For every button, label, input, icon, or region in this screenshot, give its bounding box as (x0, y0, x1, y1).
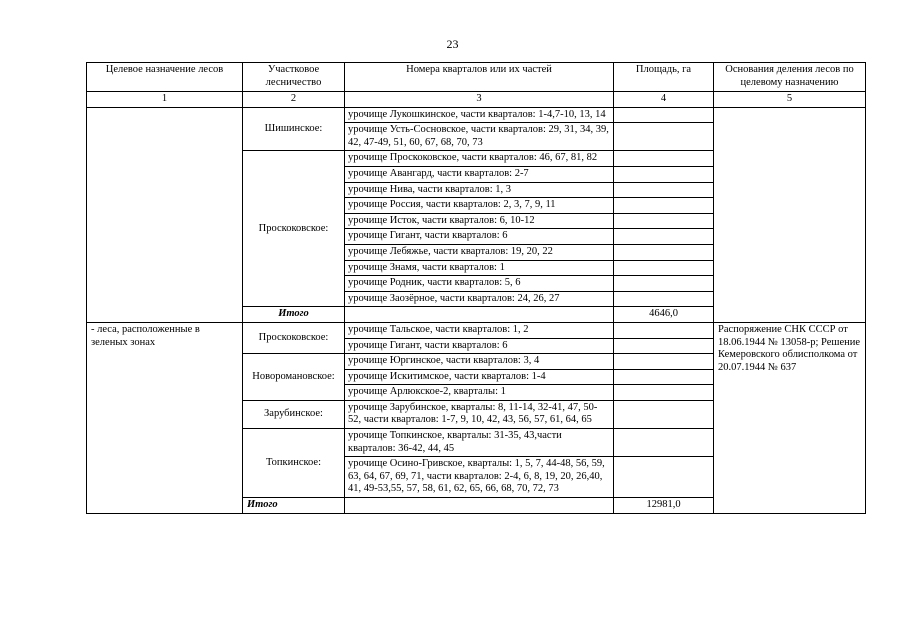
purpose-cell-empty (87, 107, 243, 322)
quarter-item: урочище Россия, части кварталов: 2, 3, 7, 9, 11 (345, 198, 614, 214)
column-number: 4 (614, 92, 714, 108)
quarter-item: урочище Юргинское, части кварталов: 3, 4 (345, 354, 614, 370)
quarter-item: урочище Знамя, части кварталов: 1 (345, 260, 614, 276)
total-value: 12981,0 (614, 498, 714, 514)
quarter-item: урочище Лебяжье, части кварталов: 19, 20, 22 (345, 244, 614, 260)
quarter-item: урочище Осино-Гривское, кварталы: 1, 5, 7, 44-48, 56, 59, 63, 64, 67, 69, 71, части кварталов: 2-4, 6, 8, 19, 20, 26,40, 41, 49-53,55, 57, 58, 61, 62, 65, 66, 68, 70, 72, 73 (345, 457, 614, 498)
area-cell (614, 244, 714, 260)
quarter-item: урочище Зарубинское, кварталы: 8, 11-14, 32-41, 47, 50-52, части кварталов: 1-7, 9, 10, 42, 43, 56, 57, 61, 64, 65 (345, 400, 614, 428)
quarter-item: урочище Нива, части кварталов: 1, 3 (345, 182, 614, 198)
table-row (87, 107, 866, 123)
quarter-item: урочище Тальское, части кварталов: 1, 2 (345, 322, 614, 338)
area-cell (614, 107, 714, 123)
column-number: 3 (345, 92, 614, 108)
header-basis: Основания деления лесов по целевому назначению (714, 63, 866, 92)
column-number-row (87, 92, 866, 108)
quarter-item: урочище Усть-Сосновское, части кварталов: 29, 31, 34, 39, 42, 47-49, 51, 60, 67, 68, 70, 73 (345, 123, 614, 151)
quarter-item: урочище Гигант, части кварталов: 6 (345, 338, 614, 354)
area-cell (614, 354, 714, 370)
total-empty (345, 307, 614, 323)
quarter-item: урочище Исток, части кварталов: 6, 10-12 (345, 213, 614, 229)
area-cell (614, 166, 714, 182)
header-forestry: Участковое лесничество (243, 63, 345, 92)
total-value: 4646,0 (614, 307, 714, 323)
basis-cell: Распоряжение СНК СССР от 18.06.1944 № 13058-р; Решение Кемеровского облисполкома от 20.07.1944 № 637 (714, 322, 866, 513)
forestry-name: Шишинское: (243, 107, 345, 151)
area-cell (614, 276, 714, 292)
quarter-item: урочище Искитимское, части кварталов: 1-4 (345, 369, 614, 385)
quarter-item: урочище Лукошкинское, части кварталов: 1-4,7-10, 13, 14 (345, 107, 614, 123)
area-cell (614, 369, 714, 385)
area-cell (614, 457, 714, 498)
header-quarters: Номера кварталов или их частей (345, 63, 614, 92)
area-cell (614, 213, 714, 229)
forestry-name: Топкинское: (243, 429, 345, 498)
total-label: Итого (243, 498, 345, 514)
quarter-item: урочище Авангард, части кварталов: 2-7 (345, 166, 614, 182)
area-cell (614, 322, 714, 338)
page-number: 23 (446, 37, 459, 51)
forestry-name: Новоромановское: (243, 354, 345, 401)
forestry-name: Проскоковское: (243, 322, 345, 353)
table-header-row (87, 63, 866, 92)
total-label: Итого (243, 307, 345, 323)
quarter-item: урочище Топкинское, кварталы: 31-35, 43,части кварталов: 36-42, 44, 45 (345, 429, 614, 457)
area-cell (614, 429, 714, 457)
forest-purpose-table (86, 62, 866, 514)
header-area: Площадь, га (614, 63, 714, 92)
header-purpose: Целевое назначение лесов (87, 63, 243, 92)
area-cell (614, 291, 714, 307)
area-cell (614, 385, 714, 401)
column-number: 2 (243, 92, 345, 108)
quarter-item: урочище Гигант, части кварталов: 6 (345, 229, 614, 245)
forestry-name: Проскоковское: (243, 151, 345, 307)
quarter-item: урочище Проскоковское, части кварталов: 46, 67, 81, 82 (345, 151, 614, 167)
quarter-item: урочище Арлюкское-2, кварталы: 1 (345, 385, 614, 401)
column-number: 5 (714, 92, 866, 108)
area-cell (614, 198, 714, 214)
total-empty (345, 498, 614, 514)
area-cell (614, 182, 714, 198)
table-row (87, 322, 866, 338)
area-cell (614, 338, 714, 354)
quarter-item: урочище Родник, части кварталов: 5, 6 (345, 276, 614, 292)
column-number: 1 (87, 92, 243, 108)
purpose-cell: - леса, расположенные в зеленых зонах (87, 322, 243, 513)
forestry-name: Зарубинское: (243, 400, 345, 428)
area-cell (614, 400, 714, 428)
area-cell (614, 123, 714, 151)
basis-cell-empty (714, 107, 866, 322)
area-cell (614, 151, 714, 167)
quarter-item: урочище Заозёрное, части кварталов: 24, 26, 27 (345, 291, 614, 307)
area-cell (614, 229, 714, 245)
area-cell (614, 260, 714, 276)
